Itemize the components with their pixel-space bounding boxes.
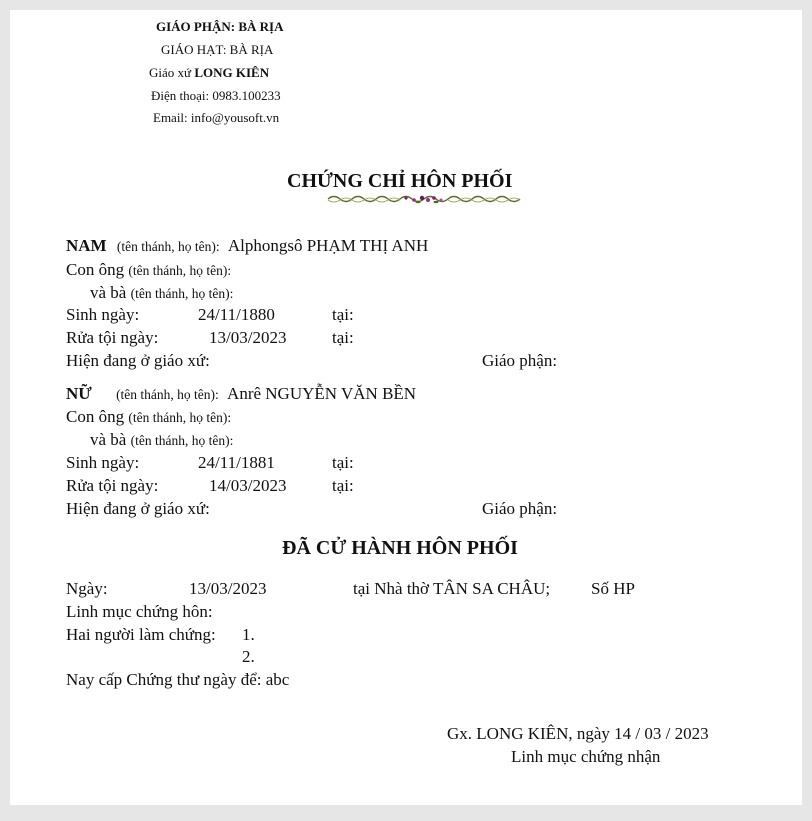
ceremony-date-label: Ngày:: [66, 579, 108, 598]
female-name-row: [66, 384, 416, 404]
male-name-hint: (tên thánh, họ tên):: [116, 239, 220, 254]
certificate-page: [10, 10, 802, 805]
ceremony-issued-row: [66, 670, 289, 690]
signature-role: Linh mục chứng nhận: [511, 747, 661, 766]
female-father-hint: (tên thánh, họ tên):: [128, 410, 232, 425]
female-mother-row: [90, 430, 233, 450]
male-father-label: Con ông: [66, 260, 125, 279]
deanery-line: GIÁO HẠT: BÀ RỊA: [161, 42, 274, 57]
male-name-row: [66, 236, 428, 256]
female-birth-at-label: tại:: [332, 453, 354, 472]
female-parish-label: Hiện đang ở giáo xứ:: [66, 499, 210, 518]
female-birth-label: Sinh ngày:: [66, 453, 140, 472]
male-baptism-date: 13/03/2023: [209, 328, 287, 347]
male-mother-hint: (tên thánh, họ tên):: [130, 286, 234, 301]
male-baptism-label: Rửa tội ngày:: [66, 328, 159, 347]
window-bottom-edge: [0, 805, 812, 821]
male-birth-at-label: tại:: [332, 305, 354, 324]
female-name: Anrê NGUYỄN VĂN BỀN: [227, 384, 417, 403]
male-name: Alphongsô PHẠM THỊ ANH: [227, 236, 429, 255]
page-title: CHỨNG CHỈ HÔN PHỐI: [287, 170, 513, 192]
male-father-row: [66, 260, 231, 280]
female-label: NỮ: [66, 384, 92, 403]
male-birth-label: Sinh ngày:: [66, 305, 140, 324]
female-baptism-at-label: tại:: [332, 476, 354, 495]
male-mother-row: [90, 283, 233, 303]
male-diocese-label: Giáo phận:: [482, 351, 558, 370]
phone-line: Điện thoại: 0983.100233: [151, 88, 281, 103]
ceremony-priest-label: Linh mục chứng hôn:: [66, 602, 213, 621]
signature-place-date: Gx. LONG KIÊN, ngày 14 / 03 / 2023: [447, 724, 709, 743]
parish-line: [149, 65, 269, 81]
ceremony-place: tại Nhà thờ TÂN SA CHÂU;: [353, 579, 551, 598]
female-name-hint: (tên thánh, họ tên):: [116, 387, 219, 402]
ceremony-issued-label: Nay cấp Chứng thư ngày để:: [66, 670, 262, 689]
ceremony-witness-2: 2.: [242, 647, 255, 666]
male-birth-date: 24/11/1880: [198, 305, 275, 324]
ceremony-date: 13/03/2023: [189, 579, 267, 598]
ceremony-witness-1: 1.: [242, 625, 255, 644]
female-mother-hint: (tên thánh, họ tên):: [130, 433, 234, 448]
ceremony-record-label: Số HP: [591, 579, 635, 598]
parish-label: Giáo xứ: [149, 65, 192, 80]
male-mother-label: và bà: [90, 283, 127, 302]
ceremony-witnesses-label: Hai người làm chứng:: [66, 625, 216, 644]
female-father-row: [66, 407, 231, 427]
male-label: NAM: [66, 236, 107, 255]
parish-name: LONG KIÊN: [194, 65, 270, 80]
female-baptism-date: 14/03/2023: [209, 476, 287, 495]
male-baptism-at-label: tại:: [332, 328, 354, 347]
ceremony-issued-value: abc: [265, 670, 290, 689]
female-mother-label: và bà: [90, 430, 127, 449]
female-baptism-label: Rửa tội ngày:: [66, 476, 159, 495]
email-line: Email: info@yousoft.vn: [153, 110, 280, 125]
diocese-line: GIÁO PHẬN: BÀ RỊA: [156, 19, 284, 34]
female-father-label: Con ông: [66, 407, 125, 426]
female-birth-date: 24/11/1881: [198, 453, 275, 472]
vine-ornament-icon: [326, 192, 522, 206]
male-father-hint: (tên thánh, họ tên):: [128, 263, 232, 278]
female-diocese-label: Giáo phận:: [482, 499, 558, 518]
male-parish-label: Hiện đang ở giáo xứ:: [66, 351, 210, 370]
ceremony-heading: ĐÃ CỬ HÀNH HÔN PHỐI: [282, 537, 518, 559]
